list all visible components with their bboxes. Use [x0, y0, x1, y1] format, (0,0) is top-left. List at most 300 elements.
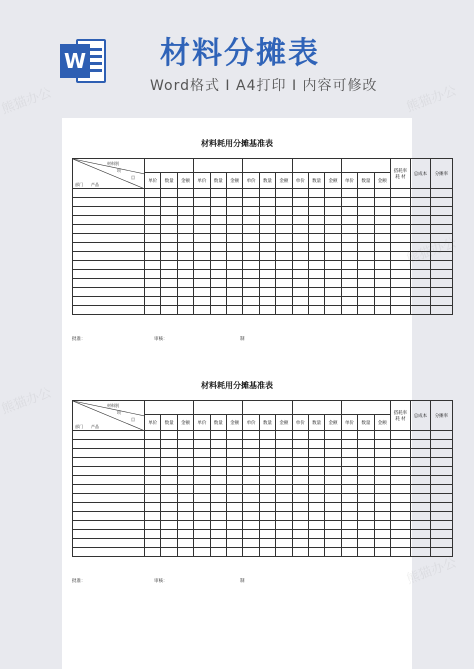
table-cell[interactable]: [325, 243, 341, 252]
table-cell[interactable]: [325, 297, 341, 306]
table-cell[interactable]: [73, 503, 145, 512]
table-cell[interactable]: [226, 530, 242, 539]
table-cell[interactable]: [390, 189, 410, 198]
table-cell[interactable]: [226, 189, 242, 198]
table-cell[interactable]: [374, 539, 390, 548]
table-cell[interactable]: [276, 494, 292, 503]
table-cell[interactable]: [73, 306, 145, 315]
table-cell[interactable]: [243, 530, 259, 539]
table-cell[interactable]: [194, 207, 210, 216]
table-cell[interactable]: [390, 270, 410, 279]
table-cell[interactable]: [73, 207, 145, 216]
table-cell[interactable]: [374, 440, 390, 449]
table-cell[interactable]: [161, 494, 177, 503]
table-cell[interactable]: [325, 189, 341, 198]
table-cell[interactable]: [358, 449, 374, 458]
table-cell[interactable]: [194, 297, 210, 306]
table-cell[interactable]: [325, 503, 341, 512]
table-cell[interactable]: [308, 458, 324, 467]
table-cell[interactable]: [226, 467, 242, 476]
table-cell[interactable]: [374, 458, 390, 467]
table-cell[interactable]: [358, 261, 374, 270]
table-cell[interactable]: [410, 288, 430, 297]
table-cell[interactable]: [276, 440, 292, 449]
table-cell[interactable]: [292, 216, 308, 225]
table-cell[interactable]: [243, 431, 259, 440]
table-cell[interactable]: [210, 243, 226, 252]
table-cell[interactable]: [292, 225, 308, 234]
table-cell[interactable]: [292, 198, 308, 207]
table-cell[interactable]: [292, 270, 308, 279]
table-cell[interactable]: [73, 270, 145, 279]
table-cell[interactable]: [358, 494, 374, 503]
table-cell[interactable]: [161, 458, 177, 467]
table-cell[interactable]: [374, 467, 390, 476]
table-cell[interactable]: [276, 548, 292, 557]
table-cell[interactable]: [341, 467, 357, 476]
table-cell[interactable]: [259, 234, 275, 243]
table-cell[interactable]: [194, 521, 210, 530]
table-cell[interactable]: [226, 458, 242, 467]
table-cell[interactable]: [194, 216, 210, 225]
table-cell[interactable]: [161, 476, 177, 485]
table-cell[interactable]: [325, 530, 341, 539]
table-cell[interactable]: [358, 512, 374, 521]
table-cell[interactable]: [390, 548, 410, 557]
table-cell[interactable]: [325, 476, 341, 485]
table-cell[interactable]: [341, 494, 357, 503]
table-cell[interactable]: [177, 494, 193, 503]
table-cell[interactable]: [145, 458, 161, 467]
table-cell[interactable]: [292, 548, 308, 557]
table-cell[interactable]: [161, 503, 177, 512]
table-cell[interactable]: [243, 225, 259, 234]
table-cell[interactable]: [226, 539, 242, 548]
table-cell[interactable]: [410, 449, 430, 458]
table-cell[interactable]: [276, 252, 292, 261]
table-cell[interactable]: [374, 512, 390, 521]
table-cell[interactable]: [292, 485, 308, 494]
table-cell[interactable]: [276, 530, 292, 539]
table-cell[interactable]: [276, 198, 292, 207]
table-cell[interactable]: [374, 189, 390, 198]
table-cell[interactable]: [73, 189, 145, 198]
table-cell[interactable]: [374, 207, 390, 216]
table-cell[interactable]: [390, 234, 410, 243]
table-cell[interactable]: [243, 279, 259, 288]
table-cell[interactable]: [430, 261, 452, 270]
table-cell[interactable]: [210, 306, 226, 315]
table-cell[interactable]: [145, 270, 161, 279]
table-cell[interactable]: [410, 467, 430, 476]
table-cell[interactable]: [276, 207, 292, 216]
table-cell[interactable]: [210, 440, 226, 449]
table-cell[interactable]: [358, 270, 374, 279]
table-cell[interactable]: [292, 261, 308, 270]
table-cell[interactable]: [276, 449, 292, 458]
table-cell[interactable]: [358, 548, 374, 557]
table-cell[interactable]: [161, 243, 177, 252]
table-cell[interactable]: [226, 216, 242, 225]
table-cell[interactable]: [374, 225, 390, 234]
table-cell[interactable]: [276, 503, 292, 512]
table-cell[interactable]: [341, 288, 357, 297]
table-cell[interactable]: [194, 261, 210, 270]
table-cell[interactable]: [276, 243, 292, 252]
table-cell[interactable]: [292, 252, 308, 261]
table-cell[interactable]: [226, 243, 242, 252]
table-cell[interactable]: [210, 476, 226, 485]
table-cell[interactable]: [276, 234, 292, 243]
table-cell[interactable]: [390, 207, 410, 216]
table-cell[interactable]: [210, 548, 226, 557]
table-cell[interactable]: [210, 225, 226, 234]
table-cell[interactable]: [276, 270, 292, 279]
table-cell[interactable]: [73, 458, 145, 467]
table-cell[interactable]: [145, 485, 161, 494]
table-cell[interactable]: [259, 225, 275, 234]
table-cell[interactable]: [410, 216, 430, 225]
table-cell[interactable]: [358, 288, 374, 297]
table-cell[interactable]: [73, 494, 145, 503]
table-cell[interactable]: [194, 198, 210, 207]
table-cell[interactable]: [430, 207, 452, 216]
table-cell[interactable]: [341, 548, 357, 557]
table-cell[interactable]: [243, 548, 259, 557]
table-cell[interactable]: [73, 467, 145, 476]
table-cell[interactable]: [259, 270, 275, 279]
table-cell[interactable]: [73, 261, 145, 270]
table-cell[interactable]: [410, 440, 430, 449]
table-cell[interactable]: [292, 306, 308, 315]
table-cell[interactable]: [145, 261, 161, 270]
table-cell[interactable]: [292, 234, 308, 243]
table-cell[interactable]: [390, 539, 410, 548]
table-cell[interactable]: [292, 189, 308, 198]
table-cell[interactable]: [161, 270, 177, 279]
table-cell[interactable]: [341, 198, 357, 207]
table-cell[interactable]: [308, 243, 324, 252]
table-cell[interactable]: [276, 431, 292, 440]
table-cell[interactable]: [325, 494, 341, 503]
table-cell[interactable]: [226, 476, 242, 485]
table-cell[interactable]: [73, 297, 145, 306]
table-cell[interactable]: [341, 458, 357, 467]
table-cell[interactable]: [145, 476, 161, 485]
table-cell[interactable]: [325, 548, 341, 557]
table-cell[interactable]: [308, 503, 324, 512]
table-cell[interactable]: [430, 521, 452, 530]
table-cell[interactable]: [259, 297, 275, 306]
table-cell[interactable]: [226, 279, 242, 288]
table-cell[interactable]: [358, 467, 374, 476]
table-cell[interactable]: [341, 476, 357, 485]
table-cell[interactable]: [374, 252, 390, 261]
table-cell[interactable]: [210, 467, 226, 476]
table-cell[interactable]: [308, 252, 324, 261]
table-cell[interactable]: [243, 449, 259, 458]
table-cell[interactable]: [145, 198, 161, 207]
table-cell[interactable]: [177, 198, 193, 207]
table-cell[interactable]: [259, 189, 275, 198]
table-cell[interactable]: [210, 458, 226, 467]
table-cell[interactable]: [358, 207, 374, 216]
table-cell[interactable]: [430, 494, 452, 503]
table-cell[interactable]: [177, 207, 193, 216]
table-cell[interactable]: [177, 476, 193, 485]
table-cell[interactable]: [341, 521, 357, 530]
table-cell[interactable]: [341, 216, 357, 225]
table-cell[interactable]: [194, 234, 210, 243]
table-cell[interactable]: [325, 225, 341, 234]
table-cell[interactable]: [292, 539, 308, 548]
table-cell[interactable]: [226, 521, 242, 530]
table-cell[interactable]: [145, 306, 161, 315]
table-cell[interactable]: [243, 467, 259, 476]
table-cell[interactable]: [390, 306, 410, 315]
table-cell[interactable]: [73, 431, 145, 440]
table-cell[interactable]: [226, 288, 242, 297]
table-cell[interactable]: [358, 476, 374, 485]
table-cell[interactable]: [292, 503, 308, 512]
table-cell[interactable]: [325, 431, 341, 440]
table-cell[interactable]: [308, 476, 324, 485]
table-cell[interactable]: [276, 476, 292, 485]
table-cell[interactable]: [390, 530, 410, 539]
table-cell[interactable]: [177, 449, 193, 458]
table-cell[interactable]: [341, 306, 357, 315]
table-cell[interactable]: [73, 234, 145, 243]
table-cell[interactable]: [308, 207, 324, 216]
table-cell[interactable]: [161, 297, 177, 306]
table-cell[interactable]: [243, 485, 259, 494]
table-cell[interactable]: [194, 243, 210, 252]
table-cell[interactable]: [243, 234, 259, 243]
table-cell[interactable]: [341, 449, 357, 458]
table-cell[interactable]: [308, 449, 324, 458]
table-cell[interactable]: [145, 288, 161, 297]
table-cell[interactable]: [390, 288, 410, 297]
table-cell[interactable]: [390, 485, 410, 494]
table-cell[interactable]: [73, 279, 145, 288]
table-cell[interactable]: [292, 440, 308, 449]
table-cell[interactable]: [145, 539, 161, 548]
table-cell[interactable]: [259, 207, 275, 216]
table-cell[interactable]: [210, 207, 226, 216]
table-cell[interactable]: [194, 548, 210, 557]
table-cell[interactable]: [177, 431, 193, 440]
table-cell[interactable]: [292, 458, 308, 467]
table-cell[interactable]: [259, 431, 275, 440]
table-cell[interactable]: [341, 234, 357, 243]
table-cell[interactable]: [259, 476, 275, 485]
table-cell[interactable]: [292, 288, 308, 297]
table-cell[interactable]: [243, 189, 259, 198]
table-cell[interactable]: [161, 440, 177, 449]
table-cell[interactable]: [145, 207, 161, 216]
table-cell[interactable]: [390, 458, 410, 467]
table-cell[interactable]: [430, 449, 452, 458]
table-cell[interactable]: [292, 449, 308, 458]
table-cell[interactable]: [374, 530, 390, 539]
table-cell[interactable]: [243, 512, 259, 521]
table-cell[interactable]: [243, 458, 259, 467]
table-cell[interactable]: [243, 494, 259, 503]
table-cell[interactable]: [410, 198, 430, 207]
table-cell[interactable]: [210, 494, 226, 503]
table-cell[interactable]: [341, 440, 357, 449]
table-cell[interactable]: [226, 270, 242, 279]
table-cell[interactable]: [161, 512, 177, 521]
table-cell[interactable]: [145, 431, 161, 440]
table-cell[interactable]: [374, 216, 390, 225]
table-cell[interactable]: [358, 216, 374, 225]
table-cell[interactable]: [177, 225, 193, 234]
table-cell[interactable]: [358, 431, 374, 440]
table-cell[interactable]: [210, 198, 226, 207]
table-cell[interactable]: [194, 270, 210, 279]
table-cell[interactable]: [161, 306, 177, 315]
table-cell[interactable]: [390, 198, 410, 207]
table-cell[interactable]: [308, 225, 324, 234]
table-cell[interactable]: [145, 225, 161, 234]
table-cell[interactable]: [177, 297, 193, 306]
table-cell[interactable]: [390, 440, 410, 449]
table-cell[interactable]: [325, 539, 341, 548]
table-cell[interactable]: [430, 458, 452, 467]
table-cell[interactable]: [410, 189, 430, 198]
table-cell[interactable]: [194, 189, 210, 198]
table-cell[interactable]: [259, 494, 275, 503]
table-cell[interactable]: [341, 530, 357, 539]
table-cell[interactable]: [374, 288, 390, 297]
table-cell[interactable]: [161, 288, 177, 297]
table-cell[interactable]: [308, 530, 324, 539]
table-cell[interactable]: [430, 198, 452, 207]
table-cell[interactable]: [194, 503, 210, 512]
table-cell[interactable]: [145, 234, 161, 243]
table-cell[interactable]: [325, 207, 341, 216]
table-cell[interactable]: [410, 530, 430, 539]
table-cell[interactable]: [374, 431, 390, 440]
table-cell[interactable]: [73, 530, 145, 539]
table-cell[interactable]: [276, 288, 292, 297]
table-cell[interactable]: [358, 252, 374, 261]
table-cell[interactable]: [358, 198, 374, 207]
table-cell[interactable]: [374, 449, 390, 458]
table-cell[interactable]: [161, 252, 177, 261]
table-cell[interactable]: [259, 485, 275, 494]
table-cell[interactable]: [341, 225, 357, 234]
table-cell[interactable]: [374, 521, 390, 530]
table-cell[interactable]: [358, 530, 374, 539]
table-cell[interactable]: [226, 449, 242, 458]
table-cell[interactable]: [145, 279, 161, 288]
table-cell[interactable]: [430, 189, 452, 198]
table-cell[interactable]: [210, 512, 226, 521]
table-cell[interactable]: [292, 243, 308, 252]
table-cell[interactable]: [292, 521, 308, 530]
table-cell[interactable]: [210, 288, 226, 297]
table-cell[interactable]: [73, 521, 145, 530]
table-cell[interactable]: [194, 512, 210, 521]
table-cell[interactable]: [259, 216, 275, 225]
table-cell[interactable]: [308, 234, 324, 243]
table-cell[interactable]: [325, 306, 341, 315]
table-cell[interactable]: [177, 485, 193, 494]
table-cell[interactable]: [243, 521, 259, 530]
table-cell[interactable]: [390, 297, 410, 306]
table-cell[interactable]: [145, 243, 161, 252]
table-cell[interactable]: [410, 548, 430, 557]
table-cell[interactable]: [308, 216, 324, 225]
table-cell[interactable]: [194, 440, 210, 449]
table-cell[interactable]: [161, 539, 177, 548]
table-cell[interactable]: [430, 476, 452, 485]
table-cell[interactable]: [390, 467, 410, 476]
table-cell[interactable]: [145, 503, 161, 512]
table-cell[interactable]: [194, 252, 210, 261]
table-cell[interactable]: [73, 449, 145, 458]
table-cell[interactable]: [73, 252, 145, 261]
table-cell[interactable]: [430, 306, 452, 315]
table-cell[interactable]: [161, 198, 177, 207]
table-cell[interactable]: [210, 216, 226, 225]
table-cell[interactable]: [341, 512, 357, 521]
table-cell[interactable]: [358, 279, 374, 288]
table-cell[interactable]: [410, 494, 430, 503]
table-cell[interactable]: [73, 485, 145, 494]
table-cell[interactable]: [177, 530, 193, 539]
table-cell[interactable]: [259, 512, 275, 521]
table-cell[interactable]: [410, 521, 430, 530]
table-cell[interactable]: [210, 234, 226, 243]
table-cell[interactable]: [243, 243, 259, 252]
table-cell[interactable]: [243, 270, 259, 279]
table-cell[interactable]: [194, 467, 210, 476]
table-cell[interactable]: [358, 503, 374, 512]
table-cell[interactable]: [226, 485, 242, 494]
table-cell[interactable]: [374, 297, 390, 306]
table-cell[interactable]: [325, 279, 341, 288]
table-cell[interactable]: [358, 189, 374, 198]
table-cell[interactable]: [430, 216, 452, 225]
table-cell[interactable]: [325, 485, 341, 494]
table-cell[interactable]: [374, 503, 390, 512]
table-cell[interactable]: [341, 279, 357, 288]
table-cell[interactable]: [210, 521, 226, 530]
table-cell[interactable]: [341, 297, 357, 306]
table-cell[interactable]: [226, 306, 242, 315]
table-cell[interactable]: [177, 521, 193, 530]
table-cell[interactable]: [259, 503, 275, 512]
table-cell[interactable]: [243, 261, 259, 270]
table-cell[interactable]: [145, 548, 161, 557]
table-cell[interactable]: [177, 243, 193, 252]
table-cell[interactable]: [308, 485, 324, 494]
table-cell[interactable]: [276, 485, 292, 494]
table-cell[interactable]: [226, 225, 242, 234]
table-cell[interactable]: [161, 449, 177, 458]
table-cell[interactable]: [177, 539, 193, 548]
table-cell[interactable]: [325, 467, 341, 476]
table-cell[interactable]: [374, 306, 390, 315]
table-cell[interactable]: [341, 485, 357, 494]
table-cell[interactable]: [194, 225, 210, 234]
table-cell[interactable]: [194, 539, 210, 548]
table-cell[interactable]: [341, 539, 357, 548]
table-cell[interactable]: [276, 521, 292, 530]
